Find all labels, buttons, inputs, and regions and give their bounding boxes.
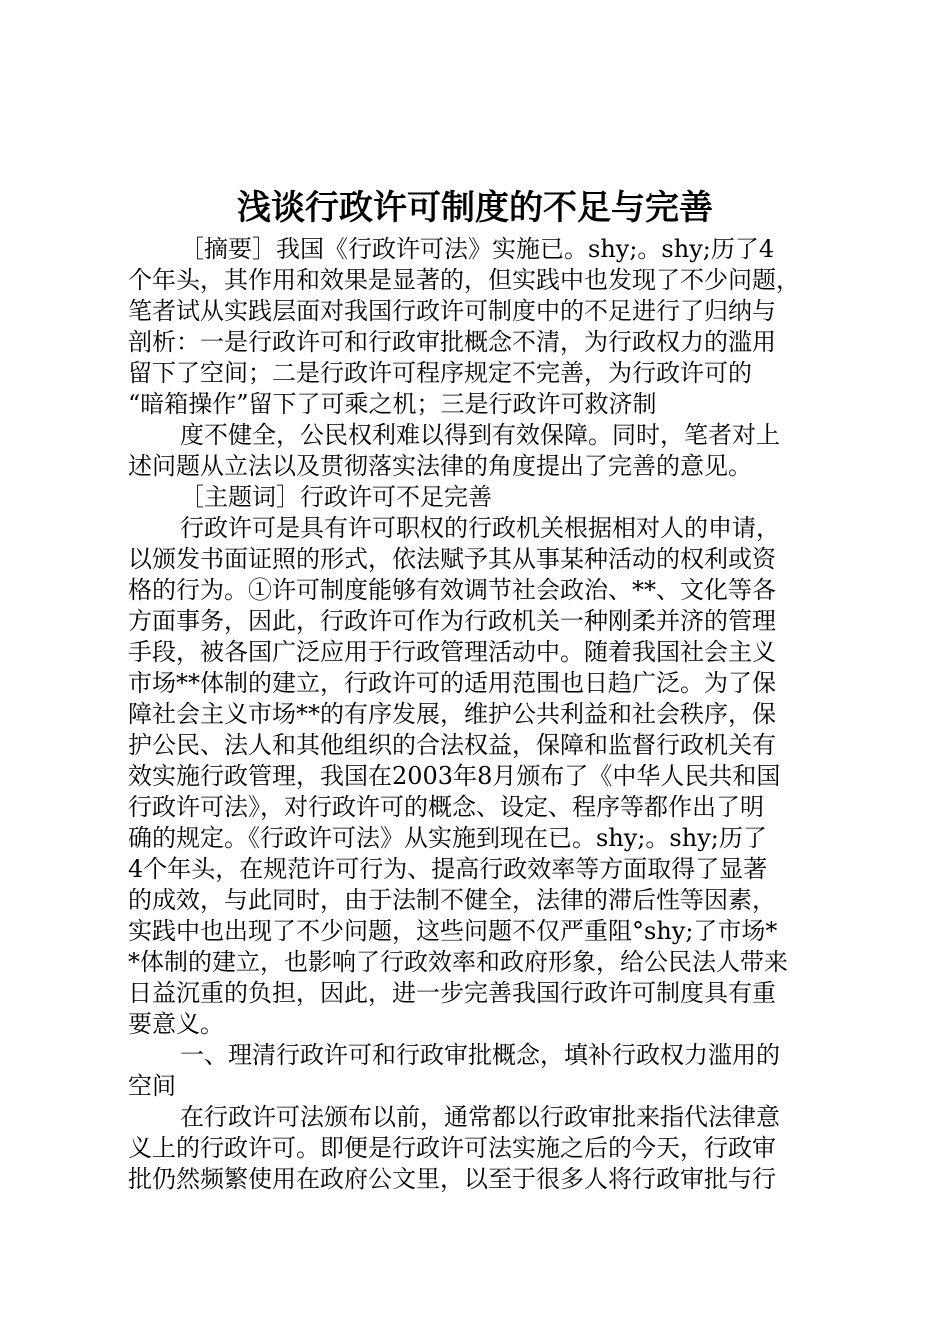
text-line: 实践中也出现了不少问题，这些问题不仅严重阻°shy;了市场*: [128, 917, 778, 945]
text-line: 确的规定。《行政许可法》从实施到现在已。shy;。shy;历了: [128, 824, 767, 852]
text-line: 护公民、法人和其他组织的合法权益，保障和监督行政机关有: [128, 731, 776, 759]
text-line: *体制的建立，也影响了行政效率和政府形象，给公民法人带来: [128, 948, 788, 976]
text-line: 在行政许可法颁布以前，通常都以行政审批来指代法律意: [180, 1103, 780, 1131]
document-title: 浅谈行政许可制度的不足与完善: [237, 188, 713, 228]
text-line: 的成效，与此同时，由于法制不健全，法律的滞后性等因素，: [128, 886, 776, 914]
text-line: ［摘要］我国《行政许可法》实施已。shy;。shy;历了4: [180, 235, 775, 263]
text-line: 日益沉重的负担，因此，进一步完善我国行政许可制度具有重: [128, 979, 776, 1007]
text-line: 要意义。: [128, 1010, 224, 1038]
text-line: 以颁发书面证照的形式，依法赋予其从事某种活动的权利或资: [128, 545, 776, 573]
document-body: [128, 234, 840, 1195]
text-line: 义上的行政许可。即便是行政许可法实施之后的今天，行政审: [128, 1134, 776, 1162]
text-line: 笔者试从实践层面对我国行政许可制度中的不足进行了归纳与: [128, 297, 776, 325]
text-line: 剖析：一是行政许可和行政审批概念不清，为行政权力的滥用: [128, 328, 776, 356]
text-line: 度不健全，公民权利难以得到有效保障。同时，笔者对上: [180, 421, 780, 449]
text-line: 行政许可是具有许可职权的行政机关根据相对人的申请，: [180, 514, 780, 542]
text-line: 个年头，其作用和效果是显著的，但实践中也发现了不少问题，: [128, 266, 800, 294]
text-line: 述问题从立法以及贯彻落实法律的角度提出了完善的意见。: [128, 452, 752, 480]
text-line: 行政许可法》，对行政许可的概念、设定、程序等都作出了明: [128, 793, 764, 821]
text-line: 批仍然频繁使用在政府公文里，以至于很多人将行政审批与行: [128, 1165, 776, 1193]
text-line: 市场**体制的建立，行政许可的适用范围也日趋广泛。为了保: [128, 669, 776, 697]
text-line: 效实施行政管理，我国在2003年8月颁布了《中华人民共和国: [128, 762, 781, 790]
text-line: ［主题词］行政许可不足完善: [180, 483, 492, 511]
text-line: “暗箱操作”留下了可乘之机；三是行政许可救济制: [128, 390, 657, 418]
text-line: 4个年头，在规范许可行为、提高行政效率等方面取得了显著: [128, 855, 768, 883]
text-line: 格的行为。①许可制度能够有效调节社会政治、**、文化等各: [128, 576, 776, 604]
text-line: 留下了空间；二是行政许可程序规定不完善，为行政许可的: [128, 359, 752, 387]
text-line: 空间: [128, 1072, 176, 1100]
text-line: 一、理清行政许可和行政审批概念，填补行政权力滥用的: [180, 1041, 780, 1069]
text-line: 障社会主义市场**的有序发展，维护公共利益和社会秩序，保: [128, 700, 776, 728]
text-line: 手段，被各国广泛应用于行政管理活动中。随着我国社会主义: [128, 638, 776, 666]
text-line: 方面事务，因此，行政许可作为行政机关一种刚柔并济的管理: [128, 607, 776, 635]
